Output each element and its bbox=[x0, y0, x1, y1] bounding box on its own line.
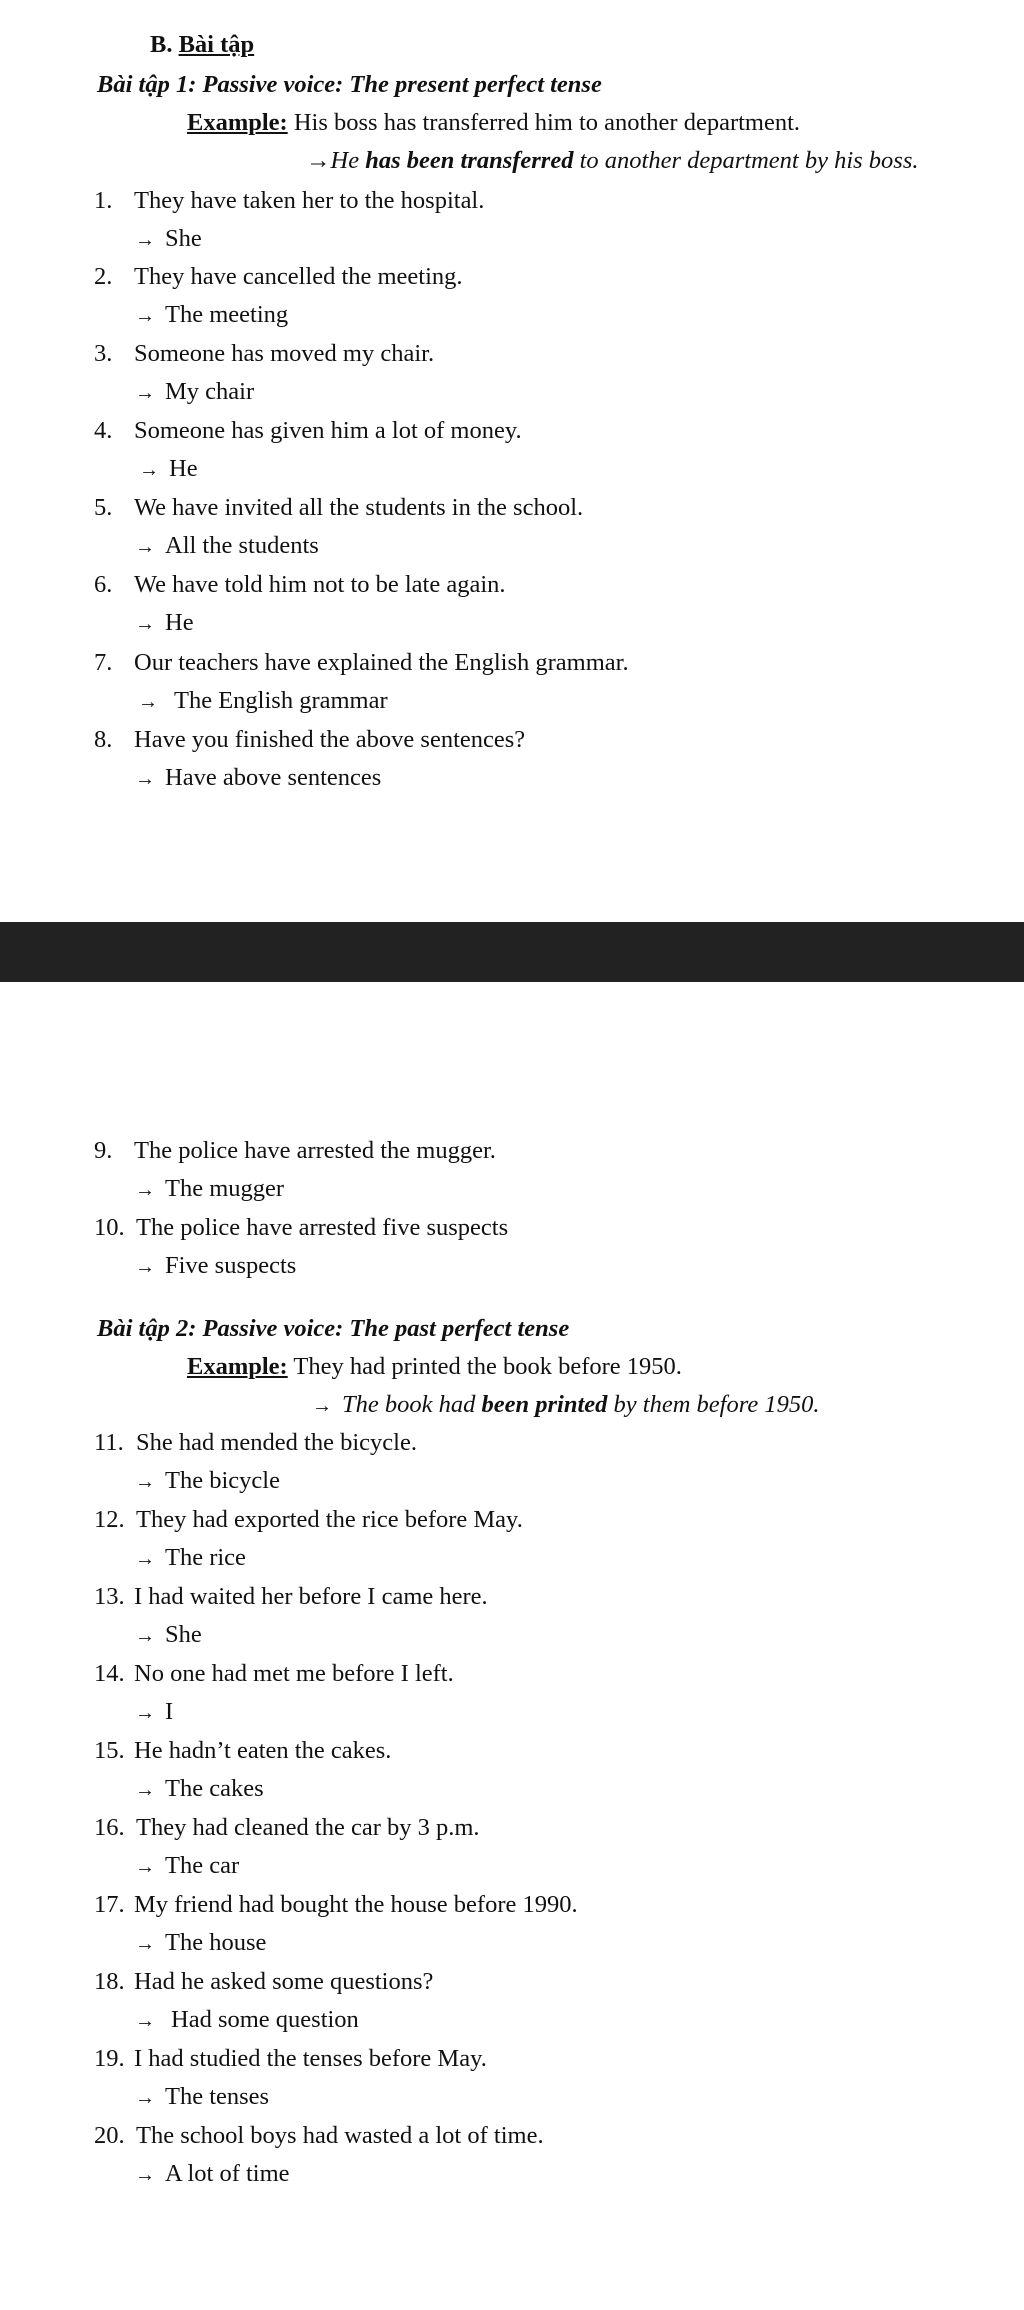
arrow-icon: → bbox=[135, 613, 155, 635]
list-item bbox=[94, 1213, 508, 1243]
arrow-icon: → bbox=[135, 1856, 155, 1878]
list-item bbox=[94, 1659, 454, 1689]
item-number: 9. bbox=[94, 1137, 113, 1164]
answer-prompt: The mugger bbox=[165, 1175, 285, 1202]
list-item bbox=[94, 1136, 496, 1166]
list-item bbox=[94, 2044, 487, 2074]
exercise-1-example bbox=[187, 108, 800, 138]
section-letter: B. bbox=[150, 31, 173, 58]
item-number: 15. bbox=[94, 1737, 125, 1764]
item-sentence: They have taken her to the hospital. bbox=[134, 187, 485, 214]
item-sentence: I had studied the tenses before May. bbox=[134, 2045, 487, 2072]
example-sentence: They had printed the book before 1950. bbox=[287, 1353, 682, 1380]
item-number: 14. bbox=[94, 1660, 125, 1687]
item-sentence: We have told him not to be late again. bbox=[134, 571, 506, 598]
answer-prompt: He bbox=[169, 455, 198, 482]
list-item bbox=[94, 1813, 480, 1843]
example-answer-text: to another department by his boss. bbox=[573, 147, 919, 174]
answer-prompt: A lot of time bbox=[165, 2160, 290, 2187]
document-page-1 bbox=[0, 0, 1024, 922]
arrow-icon: → bbox=[138, 691, 158, 713]
item-sentence: They had exported the rice before May. bbox=[136, 1506, 523, 1533]
answer-line bbox=[135, 2005, 359, 2036]
list-item bbox=[94, 2121, 544, 2151]
exercise-2-example bbox=[187, 1352, 682, 1382]
example-answer-verb: been printed bbox=[481, 1391, 608, 1418]
arrow-icon: → bbox=[135, 305, 155, 327]
item-sentence: They had cleaned the car by 3 p.m. bbox=[136, 1814, 480, 1841]
section-title: Bài tập bbox=[178, 31, 255, 58]
list-item bbox=[94, 262, 463, 292]
arrow-icon: → bbox=[135, 229, 155, 251]
answer-prompt: The meeting bbox=[165, 301, 289, 328]
answer-prompt: The bicycle bbox=[165, 1467, 280, 1494]
answer-line bbox=[135, 224, 202, 255]
answer-line bbox=[135, 2082, 269, 2113]
example-label: Example: bbox=[187, 1353, 288, 1380]
item-number: 7. bbox=[94, 649, 113, 676]
arrow-icon: → bbox=[135, 768, 155, 790]
arrow-icon: → bbox=[135, 1471, 155, 1493]
item-sentence: My friend had bought the house before 1990. bbox=[134, 1891, 578, 1918]
list-item bbox=[94, 1505, 523, 1535]
answer-line bbox=[135, 1620, 202, 1651]
list-item bbox=[94, 1736, 391, 1766]
answer-line bbox=[138, 686, 388, 717]
arrow-icon: → bbox=[135, 1179, 155, 1201]
list-item bbox=[94, 648, 629, 678]
answer-line bbox=[135, 608, 194, 639]
item-number: 5. bbox=[94, 494, 113, 521]
answer-prompt: The car bbox=[165, 1852, 240, 1879]
item-number: 19. bbox=[94, 2045, 125, 2072]
answer-prompt: The cakes bbox=[165, 1775, 264, 1802]
exercise-1-example-answer bbox=[306, 146, 919, 176]
item-number: 20. bbox=[94, 2122, 125, 2149]
arrow-icon: → bbox=[139, 459, 159, 481]
answer-prompt: All the students bbox=[165, 532, 319, 559]
arrow-icon: → bbox=[135, 382, 155, 404]
answer-prompt: The rice bbox=[165, 1544, 246, 1571]
answer-line bbox=[135, 2159, 290, 2190]
answer-line bbox=[135, 1697, 173, 1728]
item-sentence: We have invited all the students in the school. bbox=[134, 494, 584, 521]
answer-prompt: The tenses bbox=[165, 2083, 270, 2110]
arrow-icon: → bbox=[135, 536, 155, 558]
answer-prompt: She bbox=[165, 1621, 202, 1648]
arrow-icon: → bbox=[312, 1395, 332, 1417]
answer-line bbox=[135, 1466, 280, 1497]
item-sentence: The police have arrested five suspects bbox=[136, 1214, 509, 1241]
item-number: 1. bbox=[94, 187, 113, 214]
exercise-2-heading: Bài tập 2: Passive voice: The past perfect tense bbox=[97, 1315, 570, 1342]
item-number: 3. bbox=[94, 340, 113, 367]
list-item bbox=[94, 570, 506, 600]
arrow-icon: → bbox=[135, 2087, 155, 2109]
page-separator bbox=[0, 922, 1024, 982]
answer-prompt: The English grammar bbox=[174, 687, 388, 714]
answer-line bbox=[135, 300, 288, 331]
item-sentence: Have you finished the above sentences? bbox=[134, 726, 526, 753]
list-item bbox=[94, 186, 484, 216]
list-item bbox=[94, 1890, 578, 1920]
item-number: 4. bbox=[94, 417, 113, 444]
example-answer-text: The book had bbox=[342, 1391, 482, 1418]
item-sentence: The police have arrested the mugger. bbox=[134, 1137, 496, 1164]
arrow-icon: → bbox=[306, 147, 331, 174]
arrow-icon: → bbox=[135, 2164, 155, 2186]
item-number: 17. bbox=[94, 1891, 125, 1918]
item-number: 16. bbox=[94, 1814, 125, 1841]
answer-prompt: He bbox=[165, 609, 194, 636]
list-item bbox=[94, 416, 522, 446]
answer-line bbox=[135, 1851, 239, 1882]
arrow-icon: → bbox=[135, 1256, 155, 1278]
item-number: 11. bbox=[94, 1429, 124, 1456]
answer-prompt: The house bbox=[165, 1929, 267, 1956]
item-sentence: They have cancelled the meeting. bbox=[134, 263, 463, 290]
item-sentence: No one had met me before I left. bbox=[134, 1660, 454, 1687]
answer-line bbox=[135, 1543, 246, 1574]
item-number: 2. bbox=[94, 263, 113, 290]
list-item bbox=[94, 339, 434, 369]
list-item bbox=[94, 1428, 417, 1458]
answer-line bbox=[135, 1251, 296, 1282]
example-answer-text: by them before 1950. bbox=[607, 1391, 820, 1418]
answer-line bbox=[135, 763, 381, 794]
item-sentence: Someone has moved my chair. bbox=[134, 340, 435, 367]
arrow-icon: → bbox=[135, 1702, 155, 1724]
arrow-icon: → bbox=[135, 1779, 155, 1801]
list-item bbox=[94, 725, 525, 755]
answer-prompt: Five suspects bbox=[165, 1252, 297, 1279]
item-number: 18. bbox=[94, 1968, 125, 1995]
item-sentence: The school boys had wasted a lot of time. bbox=[136, 2122, 544, 2149]
answer-prompt: My chair bbox=[165, 378, 255, 405]
answer-prompt: Have above sentences bbox=[165, 764, 382, 791]
exercise-1-heading: Bài tập 1: Passive voice: The present perfect tense bbox=[97, 71, 602, 98]
answer-line bbox=[135, 1774, 264, 1805]
example-answer-verb: has been transferred bbox=[365, 147, 574, 174]
answer-line bbox=[135, 1174, 284, 1205]
answer-prompt: Had some question bbox=[171, 2006, 359, 2033]
section-heading bbox=[150, 30, 254, 60]
list-item bbox=[94, 493, 583, 523]
answer-line bbox=[135, 1928, 266, 1959]
item-sentence: Someone has given him a lot of money. bbox=[134, 417, 522, 444]
answer-line bbox=[135, 531, 319, 562]
example-label: Example: bbox=[187, 109, 288, 136]
arrow-icon: → bbox=[135, 1933, 155, 1955]
arrow-icon: → bbox=[135, 2010, 155, 2032]
item-sentence: I had waited her before I came here. bbox=[134, 1583, 488, 1610]
document-page-2 bbox=[0, 982, 1024, 2310]
list-item bbox=[94, 1582, 488, 1612]
item-sentence: Had he asked some questions? bbox=[134, 1968, 434, 1995]
item-number: 10. bbox=[94, 1214, 125, 1241]
answer-line bbox=[139, 454, 198, 485]
answer-line bbox=[135, 377, 254, 408]
item-number: 13. bbox=[94, 1583, 125, 1610]
exercise-2-example-answer bbox=[312, 1390, 819, 1421]
arrow-icon: → bbox=[135, 1548, 155, 1570]
item-sentence: He hadn’t eaten the cakes. bbox=[134, 1737, 392, 1764]
example-answer-text: He bbox=[330, 147, 366, 174]
answer-prompt: She bbox=[165, 225, 202, 252]
arrow-icon: → bbox=[135, 1625, 155, 1647]
item-number: 6. bbox=[94, 571, 113, 598]
list-item bbox=[94, 1967, 433, 1997]
item-number: 12. bbox=[94, 1506, 125, 1533]
example-sentence: His boss has transferred him to another department. bbox=[287, 109, 801, 136]
item-sentence: She had mended the bicycle. bbox=[136, 1429, 417, 1456]
item-number: 8. bbox=[94, 726, 113, 753]
item-sentence: Our teachers have explained the English grammar. bbox=[134, 649, 629, 676]
answer-prompt: I bbox=[165, 1698, 174, 1725]
